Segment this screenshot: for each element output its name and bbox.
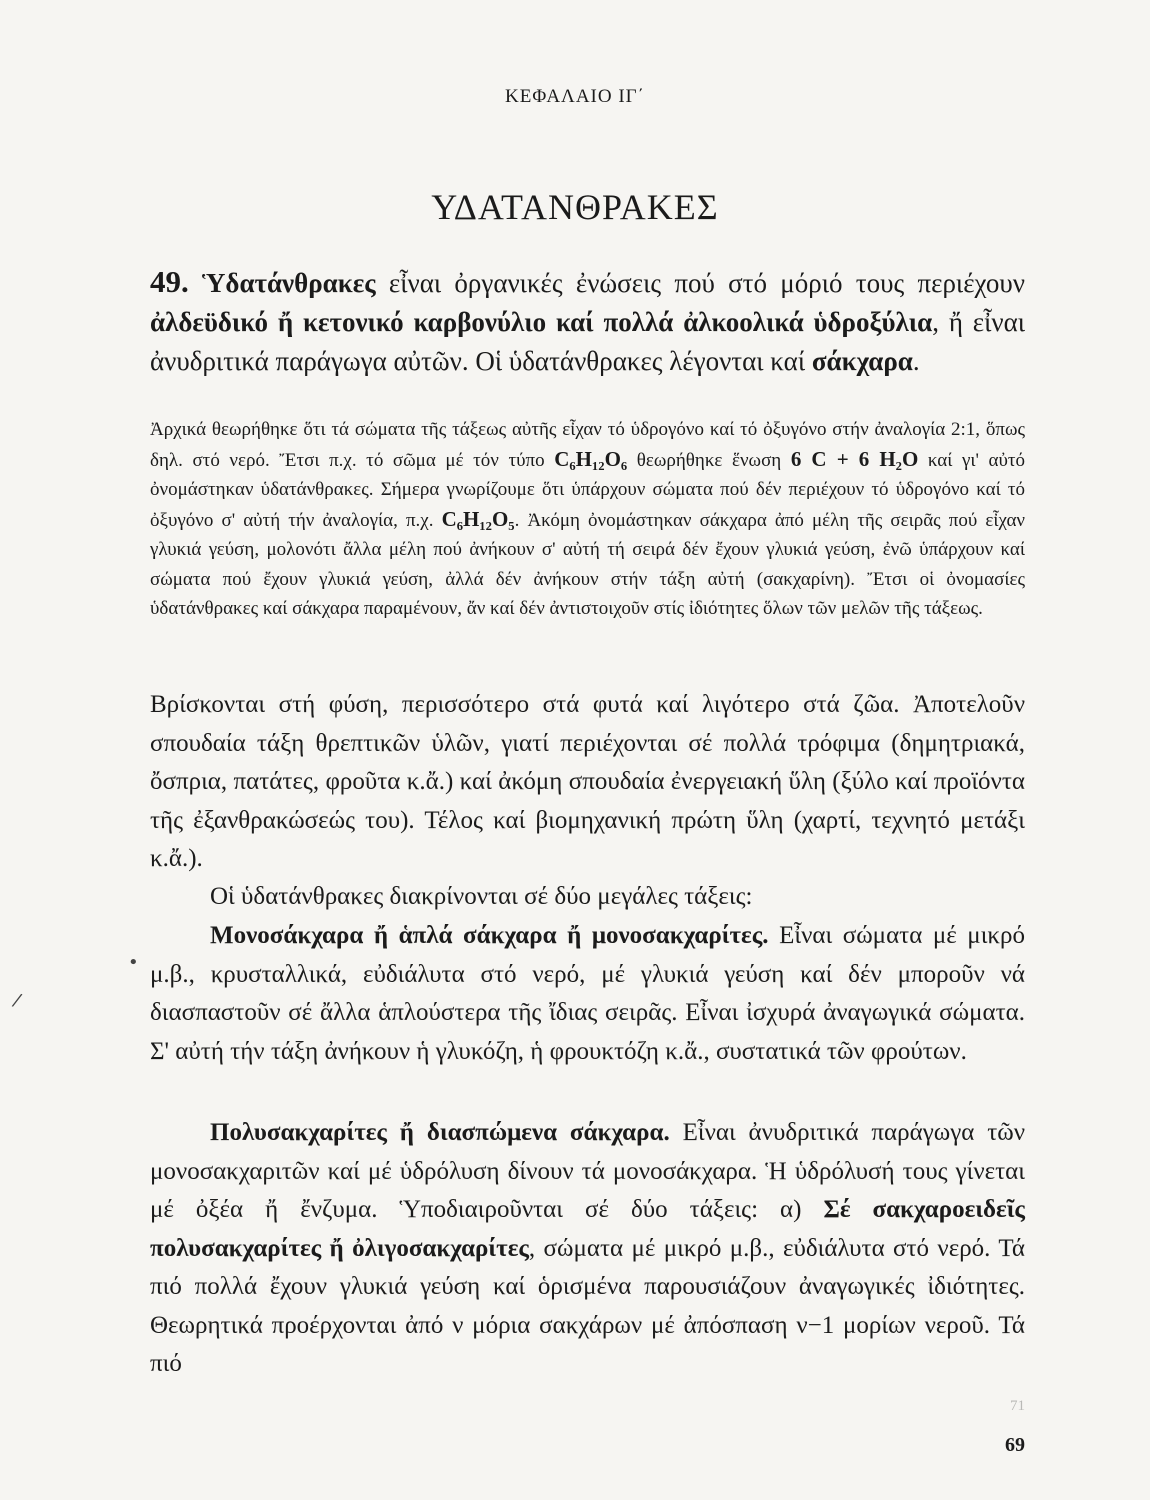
polysaccharides-text: Εἶναι ἀνυδριτικά παράγωγα τῶν μονοσακχαριτῶν καί μέ ὑδρόλυση δίνουν τά μονοσάκχαρα. Ἡ ὑδρόλυσή τους γίνεται μέ ὀξέα ἤ ἔνζυμα. Ὑποδιαιροῦνται σέ δύο τάξεις: α) (150, 1119, 1026, 1223)
note-text: καί γι' αὐτό ὀνομάστηκαν ὑδατάνθρακες. Σήμερα γνωρίζουμε ὅτι ὑπάρχουν σώματα πού δέν περιέχουν τό ὑδρογόνο καί τό ὀξυγόνο σ' αὐτή τήν ἀναλογία, π.χ. (150, 449, 1025, 531)
definition-bold: ἀλδεϋδικό ἤ κετονικό καρβονύλιο καί πολλά ἀλκοολικά ὑδροξύλια (150, 307, 933, 337)
oligosaccharides-term: Σέ σακχαροειδεῖς πολυσακχαρίτες ἤ ὀλιγοσακχαρίτες (150, 1196, 1025, 1262)
note-text: . Ἀκόμη ὀνομάστηκαν σάκχαρα ἀπό μέλη τῆς σειρᾶς πού εἶχαν γλυκιά γεύση, μολονότι ἄλλα μέλη πού ἀνήκουν σ' αὐτή τή σειρά δέν ἔχουν γλυκιά γεύση, ἐνῶ ὑπάρχουν καί σώματα πού ἔχουν γλυκιά γεύση, ἀλλά δέν ἀνήκουν στήν τάξη αὐτή (σακχαρίνη). Ἔτσι οἱ ὀνομασίες ὑδατάνθρακες καί σάκχαρα παραμένουν, ἄν καί δέν ἀντιστοιχοῦν στίς ἰδιότητες ὅλων τῶν μελῶν τῆς τάξεως. (150, 509, 1025, 619)
scan-stroke-mark: / (10, 989, 24, 1012)
monosaccharides-term: Μονοσάκχαρα ἤ ἁπλά σάκχαρα ἤ μονοσακχαρίτες. (210, 922, 769, 949)
scan-dot-mark: • (128, 952, 139, 973)
definition-text: . (912, 346, 920, 376)
formula: C₆H₁₂O₆ (554, 446, 628, 471)
defined-term: Ὑδατάνθρακες (202, 268, 376, 298)
polysaccharides-text: , σώματα μέ μικρό μ.β., εὐδιάλυτα στό νερό. Τά πιό πολλά ἔχουν γλυκιά γεύση καί ὁρισμένα παρουσιάζουν ἀναγωγικές ἰδιότητες. Θεωρητικά προέρχονται ἀπό ν μόρια σακχάρων μέ ἀπόσπαση ν−1 μορίων νεροῦ. Τά πιό (150, 1234, 1025, 1377)
formula: 6 C + 6 H₂O (790, 446, 919, 471)
definition-paragraph (150, 262, 1025, 381)
polysaccharides-paragraph (150, 1114, 1025, 1384)
note-text: θεωρήθηκε ἕνωση (627, 449, 791, 471)
page-number: 69 (1005, 1434, 1025, 1456)
definition-text: , ἤ εἶναι ἀνυδριτικά παράγωγα αὐτῶν. Οἱ ὑδατάνθρακες λέγονται καί (150, 307, 1026, 376)
section-number: 49. (150, 264, 189, 299)
historical-note (150, 415, 1025, 624)
bleed-through-page-number: 71 (1010, 1398, 1025, 1414)
classes-intro: Οἱ ὑδατάνθρακες διακρίνονται σέ δύο μεγάλες τάξεις: (210, 883, 753, 910)
occurrence-paragraph: Βρίσκονται στή φύση, περισσότερο στά φυτά καί λιγότερο στά ζῶα. Ἀποτελοῦν σπουδαία τάξη θρεπτικῶν ὑλῶν, γιατί περιέχονται σέ πολλά τρόφιμα (δημητριακά, ὄσπρια, πατάτες, φροῦτα κ.ἄ.) καί ἀκόμη σπουδαία ἐνεργειακή ὕλη (ξύλο καί προϊόντα τῆς ἐξανθρακώσεώς του). Τέλος καί βιομηχανική πρώτη ὕλη (χαρτί, τεχνητό μετάξι κ.ἄ.). (150, 691, 1025, 872)
formula: C₆H₁₂O₅ (441, 506, 515, 531)
note-text: Ἀρχικά θεωρήθηκε ὅτι τά σώματα τῆς τάξεως αὐτῆς εἶχαν τό ὑδρογόνο καί τό ὀξυγόνο στήν ἀναλογία 2:1, ὅπως δηλ. στό νερό. Ἔτσι π.χ. τό σῶμα μέ τόν τύπο (150, 419, 1025, 471)
monosaccharides-paragraph (150, 917, 1025, 1071)
definition-bold: σάκχαρα (811, 346, 913, 376)
page-title: ΥΔΑΤΑΝΘΡΑΚΕΣ (431, 187, 719, 227)
polysaccharides-term: Πολυσακχαρίτες ἤ διασπώμενα σάκχαρα. (210, 1119, 670, 1146)
chapter-heading: ΚΕΦΑΛΑΙΟ ΙΓ΄ (505, 86, 645, 107)
monosaccharides-text: Εἶναι σώματα μέ μικρό μ.β., κρυσταλλικά, εὐδιάλυτα στό νερό, μέ γλυκιά γεύση καί δέν μποροῦν νά διασπαστοῦν σέ ἄλλα ἁπλούστερα τῆς ἴδιας σειρᾶς. Εἶναι ἰσχυρά ἀναγωγικά σώματα. Σ' αὐτή τήν τάξη ἀνήκουν ἡ γλυκόζη, ἡ φρουκτόζη κ.ἄ., συστατικά τῶν φρούτων. (150, 922, 1026, 1065)
definition-text: εἶναι ὀργανικές ἐνώσεις πού στό μόριό τους περιέχουν (375, 268, 1026, 298)
